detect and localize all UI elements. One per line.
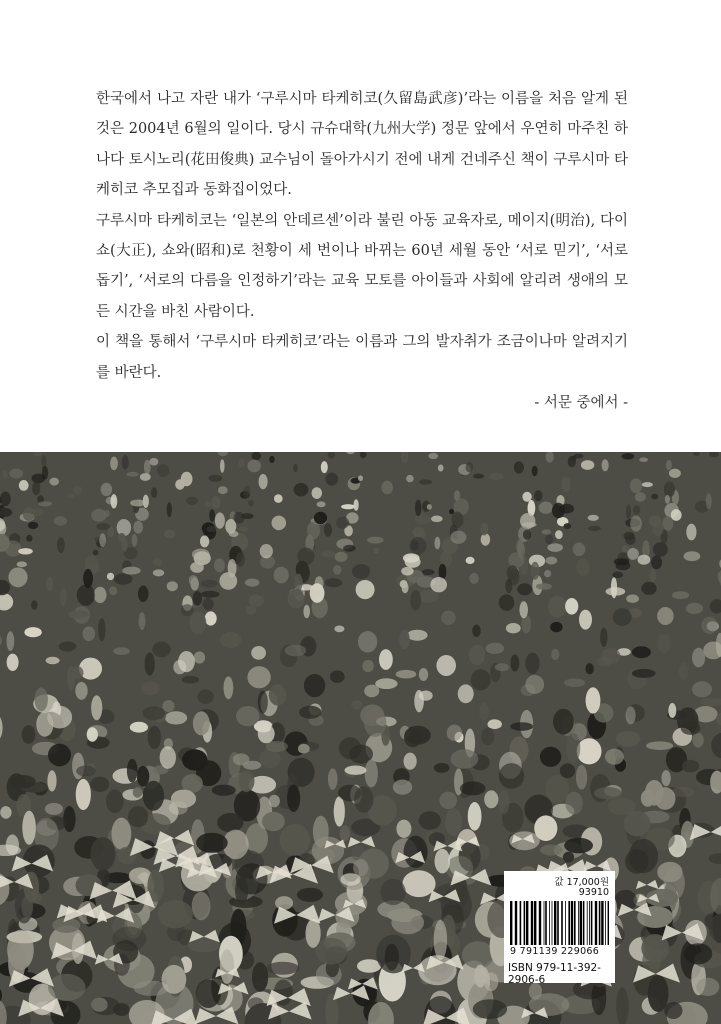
addon-code: 93910 [578, 887, 609, 898]
barcode-bars [510, 901, 609, 945]
barcode-label [504, 871, 615, 986]
isbn-text: ISBN 979-11-392-2906-6 [508, 962, 601, 986]
preface-paragraph: 이 책을 통해서 ‘구루시마 타케히코’라는 이름과 그의 발자취가 조금이나마 알려지기를 바란다. [96, 334, 628, 381]
preface-text [96, 84, 628, 418]
preface-attribution: - 서문 중에서 - [534, 395, 628, 412]
ean-digits: 9 791139 229066 [510, 946, 600, 957]
price-text: 값 17,000원 [554, 877, 609, 888]
preface-paragraph: 한국에서 나고 자란 내가 ‘구루시마 타케히코(久留島武彦)’라는 이름을 처음 알게 된 것은 2004년 6월의 일이다. 당시 규슈대학(九州大学) 정문 앞에서 우연히 마주친 하나다 토시노리(花田俊典) 교수님이 돌아가시기 전에 내게 건네주신 책이 구루시마 타케히코 추모집과 동화집이었다. [96, 91, 628, 199]
preface-paragraph: 구루시마 타케히코는 ‘일본의 안데르센’이라 불린 아동 교육자로, 메이지(明治), 다이쇼(大正), 쇼와(昭和)로 천황이 세 번이나 바뀌는 60년 세월 동안 ‘서로 믿기’, ‘서로 돕기’, ‘서로의 다름을 인정하기’라는 교육 모토를 아이들과 사회에 알리려 생애의 모든 시간을 바친 사람이다. [96, 212, 628, 320]
